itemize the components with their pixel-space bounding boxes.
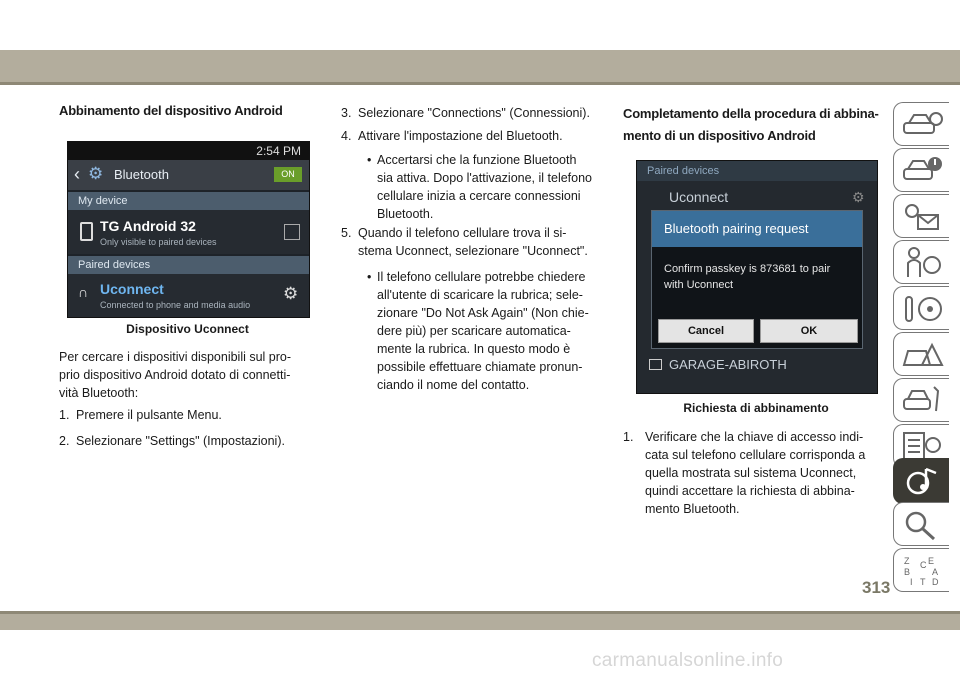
right-caption: Richiesta di abbinamento xyxy=(683,401,829,415)
tab-multimedia[interactable] xyxy=(893,458,949,504)
tab-emergency[interactable] xyxy=(893,332,949,376)
step-line: stema Uconnect, selezionare "Uconnect". xyxy=(358,244,588,258)
step-number: 4. xyxy=(341,129,352,143)
tab-index[interactable] xyxy=(893,548,949,592)
bullet-line: cellulare inizia a cercare connessioni xyxy=(377,189,581,203)
dialog-message xyxy=(664,261,854,293)
pairing-dialog xyxy=(651,210,863,349)
dialog-line: Confirm passkey is 873681 to pair xyxy=(664,263,831,275)
bullet-line: dere più) per scaricare automatica- xyxy=(377,324,571,338)
bullet-icon: • xyxy=(367,270,372,284)
uconnect-row xyxy=(68,274,309,317)
paired-sub: Connected to phone and media audio xyxy=(100,300,251,310)
left-caption: Dispositivo Uconnect xyxy=(126,322,249,336)
bullet-line: sia attiva. Dopo l'attivazione, il telefono xyxy=(377,171,593,185)
laptop-icon xyxy=(649,359,662,370)
tab-warning-lights[interactable] xyxy=(893,148,949,192)
paired-name: Uconnect xyxy=(100,281,164,297)
step-number: 1. xyxy=(59,408,70,422)
paired-devices-label: Paired devices xyxy=(78,259,151,271)
heading-line: Completamento della procedura di abbina- xyxy=(623,106,879,121)
ok-button: OK xyxy=(760,319,858,343)
index-letter: I xyxy=(910,577,913,587)
bullet-line: Accertarsi che la funzione Bluetooth xyxy=(377,153,577,167)
servicing-icon xyxy=(902,385,944,417)
other-device-name: GARAGE-ABIROTH xyxy=(669,357,787,372)
tab-search[interactable] xyxy=(893,502,949,546)
multimedia-icon xyxy=(902,465,944,499)
status-bar xyxy=(68,142,309,160)
steering-wheel-icon xyxy=(902,293,944,325)
bluetooth-screenshot xyxy=(67,141,310,318)
tab-car-info[interactable] xyxy=(893,102,949,146)
bottom-band xyxy=(0,614,960,630)
device-settings-gear-icon: ⚙ xyxy=(283,284,299,303)
uconnect-row xyxy=(637,181,877,211)
bullet-line: ciando il nome del contatto. xyxy=(377,378,530,392)
bullet-bluetooth xyxy=(367,151,609,223)
step-line: mento Bluetooth. xyxy=(645,502,740,516)
page-number: 313 xyxy=(862,578,891,597)
status-time: 2:54 PM xyxy=(256,144,301,158)
bullet-line: possibile effettuare chiamate pronun- xyxy=(377,360,583,374)
index-letter: B xyxy=(904,567,911,577)
car-info-icon xyxy=(902,109,944,141)
index-letter: C xyxy=(920,560,927,570)
paired-name: Uconnect xyxy=(669,189,729,205)
step-5 xyxy=(341,224,611,260)
intro-line: prio dispositivo Android dotato di connetti- xyxy=(59,368,291,382)
step-number: 2. xyxy=(59,434,70,448)
step-line: quindi accettare la richiesta di abbina- xyxy=(645,484,855,498)
tab-steering[interactable] xyxy=(893,286,949,330)
step-number: 1. xyxy=(623,430,634,444)
other-device-row xyxy=(637,355,877,379)
paired-label: Paired devices xyxy=(647,165,720,177)
my-device-label: My device xyxy=(78,195,128,207)
step-line: Quando il telefono cellulare trova il si- xyxy=(358,226,567,240)
step-line: quella mostrata sul sistema Uconnect, xyxy=(645,466,857,480)
cancel-button: Cancel xyxy=(658,319,754,343)
intro-line: vità Bluetooth: xyxy=(59,386,139,400)
step-line: cata sul telefono cellulare corrisponda a xyxy=(645,448,866,462)
visibility-checkbox-icon xyxy=(284,224,300,240)
step-text: Selezionare "Connections" (Connessioni). xyxy=(358,106,590,120)
headphones-icon: ∩ xyxy=(78,284,89,300)
bullet-line: all'utente di scaricare la rubrica; sele- xyxy=(377,288,583,302)
pairing-screenshot xyxy=(636,160,878,394)
step-number: 3. xyxy=(341,106,352,120)
index-letter: A xyxy=(932,567,939,577)
heading-line: mento di un dispositivo Android xyxy=(623,128,816,143)
step-2 xyxy=(59,432,285,450)
safety-icon xyxy=(902,247,944,279)
step-number: 5. xyxy=(341,226,352,240)
my-device-row xyxy=(68,210,309,254)
step-4 xyxy=(341,127,611,145)
tab-starting-driving[interactable] xyxy=(893,194,949,238)
bullet-line: Bluetooth. xyxy=(377,207,434,221)
phone-icon xyxy=(80,222,93,241)
bullet-line: zionare "Do Not Ask Again" (Non chie- xyxy=(377,306,589,320)
bluetooth-title: Bluetooth xyxy=(114,167,169,182)
step-3 xyxy=(341,104,611,122)
device-sub: Only visible to paired devices xyxy=(100,237,217,247)
emergency-icon xyxy=(902,339,944,371)
top-band xyxy=(0,50,960,82)
step-text: Premere il pulsante Menu. xyxy=(76,408,222,422)
dialog-title xyxy=(652,211,862,247)
tab-safety[interactable] xyxy=(893,240,949,284)
left-intro xyxy=(59,348,324,402)
bullet-line: mente la rubrica. In questo modo è xyxy=(377,342,571,356)
index-letter: E xyxy=(928,556,935,566)
device-settings-gear-icon: ⚙ xyxy=(852,189,865,205)
index-letter: D xyxy=(932,577,939,587)
paired-devices-section xyxy=(68,256,309,274)
device-name: TG Android 32 xyxy=(100,218,196,234)
starting-driving-icon xyxy=(902,201,944,233)
dialog-title-text: Bluetooth pairing request xyxy=(664,221,809,236)
paired-section xyxy=(637,161,877,181)
settings-gear-icon: ⚙ xyxy=(88,164,104,183)
top-band-rule xyxy=(0,82,960,85)
right-step-1 xyxy=(623,428,893,518)
dialog-line: with Uconnect xyxy=(664,279,734,291)
step-text: Selezionare "Settings" (Impostazioni). xyxy=(76,434,285,448)
bullet-phonebook xyxy=(367,268,609,394)
step-1 xyxy=(59,406,222,424)
my-device-section xyxy=(68,192,309,210)
back-chevron-icon: ‹ xyxy=(74,164,80,184)
warning-lights-icon xyxy=(902,155,944,187)
tab-servicing[interactable] xyxy=(893,378,949,422)
bluetooth-toggle: ON xyxy=(274,167,302,182)
bullet-line: Il telefono cellulare potrebbe chiedere xyxy=(377,270,586,284)
watermark: carmanualsonline.info xyxy=(592,650,784,671)
left-heading: Abbinamento del dispositivo Android xyxy=(59,103,283,118)
index-letter: T xyxy=(920,577,926,587)
search-icon xyxy=(902,509,944,541)
step-text: Attivare l'impostazione del Bluetooth. xyxy=(358,129,563,143)
step-line: Verificare che la chiave di accesso indi- xyxy=(645,430,864,444)
index-icon xyxy=(902,555,944,587)
bluetooth-header xyxy=(68,160,309,190)
bullet-icon: • xyxy=(367,153,372,167)
right-heading xyxy=(623,103,879,147)
intro-line: Per cercare i dispositivi disponibili sul pro- xyxy=(59,350,292,364)
index-letter: Z xyxy=(904,556,910,566)
